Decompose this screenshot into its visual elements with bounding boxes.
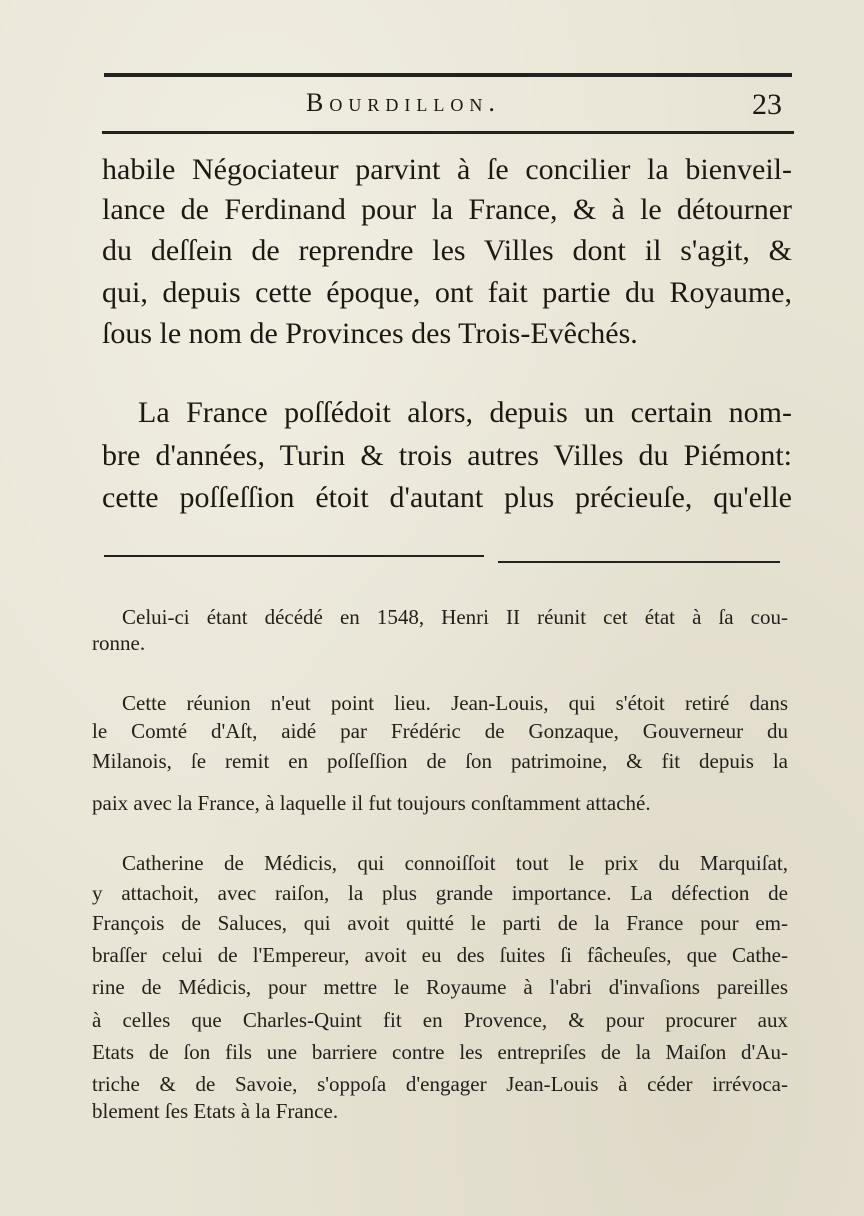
footnote-line: Catherine de Médicis, qui connoiſſoit tout le prix du Marquiſat, bbox=[122, 851, 788, 875]
footnote-line: paix avec la France, à laquelle il fut toujours conſtamment attaché. bbox=[92, 791, 651, 815]
footnote-line: Cette réunion n'eut point lieu. Jean-Louis, qui s'étoit retiré dans bbox=[122, 691, 788, 715]
header-rule bbox=[102, 131, 794, 134]
page-number: 23 bbox=[752, 88, 782, 121]
body-line: cette poſſeſſion étoit d'autant plus précieuſe, qu'elle bbox=[102, 481, 792, 514]
top-rule bbox=[104, 73, 792, 77]
body-line: qui, depuis cette époque, ont fait partie du Royaume, bbox=[102, 276, 792, 309]
body-line: ſous le nom de Provinces des Trois-Evêchés. bbox=[102, 317, 638, 350]
footnote-rule-left bbox=[104, 555, 484, 557]
footnote-line: Celui-ci étant décédé en 1548, Henri II réunit cet état à ſa cou- bbox=[122, 605, 788, 629]
footnote-line: Milanois, ſe remit en poſſeſſion de ſon patrimoine, & fit depuis la bbox=[92, 749, 788, 773]
body-line: La France poſſédoit alors, depuis un certain nom- bbox=[138, 396, 792, 429]
running-head: Bourdillon. bbox=[306, 88, 501, 117]
body-line: lance de Ferdinand pour la France, & à le détourner bbox=[102, 193, 792, 226]
footnote-line: Etats de ſon fils une barriere contre les entrepriſes de la Maiſon d'Au- bbox=[92, 1040, 788, 1064]
footnote-line: le Comté d'Aſt, aidé par Frédéric de Gonzaque, Gouverneur du bbox=[92, 719, 788, 743]
footnote-line: rine de Médicis, pour mettre le Royaume à l'abri d'invaſions pareilles bbox=[92, 975, 788, 999]
footnote-line: ronne. bbox=[92, 631, 146, 655]
footnote-line: à celles que Charles-Quint fit en Provence, & pour procurer aux bbox=[92, 1008, 788, 1032]
footnote-line: braſſer celui de l'Empereur, avoit eu des ſuites ſi fâcheuſes, que Cathe- bbox=[92, 943, 788, 967]
footnote-line: triche & de Savoie, s'oppoſa d'engager Jean-Louis à céder irrévoca- bbox=[92, 1072, 788, 1096]
footnote-rule-right bbox=[498, 561, 780, 563]
footnote-line: y attachoit, avec raiſon, la plus grande importance. La défection de bbox=[92, 881, 788, 905]
body-line: du deſſein de reprendre les Villes dont il s'agit, & bbox=[102, 234, 792, 267]
body-line: bre d'années, Turin & trois autres Villes du Piémont: bbox=[102, 439, 792, 472]
footnote-line: François de Saluces, qui avoit quitté le parti de la France pour em- bbox=[92, 911, 788, 935]
body-line: habile Négociateur parvint à ſe concilier la bienveil- bbox=[102, 153, 792, 186]
footnote-line: blement ſes Etats à la France. bbox=[92, 1099, 339, 1123]
